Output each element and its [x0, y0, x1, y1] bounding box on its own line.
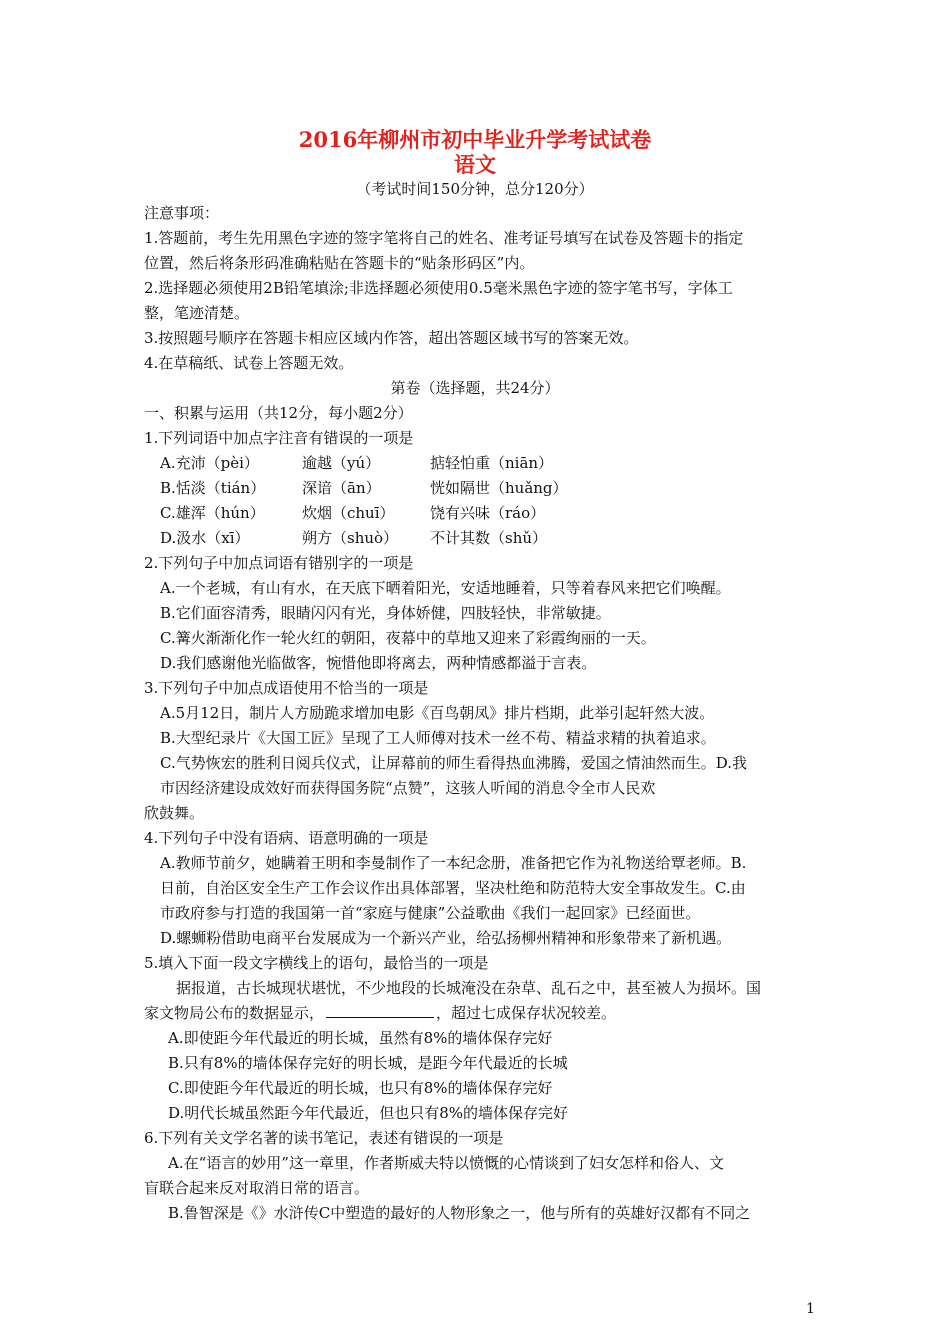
notice-line: 4.在草稿纸、试卷上答题无效。 — [144, 354, 354, 372]
notice-heading: 注意事项： — [144, 204, 220, 222]
page-number: 1 — [806, 1301, 815, 1317]
q1-option: A.充沛（pèi） — [160, 454, 259, 472]
q2-option: D.我们感谢他光临做客，惋惜他即将离去，两种情感都溢于言表。 — [160, 654, 597, 672]
q1-option: D.汲水（xī） — [160, 529, 250, 547]
question-2-stem: 2.下列句子中加点词语有错别字的一项是 — [144, 554, 414, 572]
exam-info: （考试时间150分钟，总分120分） — [356, 180, 594, 198]
q6-line: 盲联合起来反对取消日常的语言。 — [144, 1179, 370, 1197]
q1-option: 不计其数（shǔ） — [430, 529, 548, 547]
question-3-stem: 3.下列句子中加点成语使用不恰当的一项是 — [144, 679, 429, 697]
q5-passage: 据报道，古长城现状堪忧，不少地段的长城淹没在杂草、乱石之中，甚至被人为损坏。国 — [176, 979, 762, 997]
q1-option: 逾越（yú） — [302, 454, 381, 472]
exam-subject: 语文 — [454, 152, 496, 177]
q4-line: D.螺蛳粉借助电商平台发展成为一个新兴产业，给弘扬柳州精神和形象带来了新机遇。 — [160, 929, 732, 947]
notice-line: 2.选择题必须使用2B铅笔填涂;非选择题必须使用0.5毫米黑色字迹的签字笔书写，字体工 — [144, 279, 733, 297]
q6-line: B.鲁智深是《》水浒传C中塑造的最好的人物形象之一，他与所有的英雄好汉都有不同之 — [168, 1204, 751, 1222]
notice-line: 位置，然后将条形码准确粘贴在答题卡的“贴条形码区”内。 — [144, 254, 535, 272]
question-1-stem: 1.下列词语中加点字注音有错误的一项是 — [144, 429, 414, 447]
q5-passage — [144, 1003, 616, 1023]
q2-option: C.篝火渐渐化作一轮火红的朝阳，夜幕中的草地又迎来了彩霞绚丽的一天。 — [160, 629, 656, 647]
q4-line: 日前，自治区安全生产工作会议作出具体部署，坚决杜绝和防范特大安全事故发生。C.由 — [160, 879, 746, 897]
part-heading: 一、积累与运用（共12分，每小题2分） — [144, 404, 413, 422]
q3-line: B.大型纪录片《大国工匠》呈现了工人师傅对技术一丝不苟、精益求精的执着追求。 — [160, 729, 716, 747]
q3-line: 欣鼓舞。 — [144, 804, 205, 822]
fill-blank — [326, 1003, 434, 1018]
exam-title: 2016年柳州市初中毕业升学考试试卷 — [298, 127, 652, 152]
q2-option: A.一个老城，有山有水，在天底下晒着阳光，安适地睡着，只等着春风来把它们唤醒。 — [160, 579, 731, 597]
q5-option: A.即使距今年代最近的明长城，虽然有8%的墙体保存完好 — [168, 1029, 553, 1047]
section-title: 第卷（选择题，共24分） — [390, 379, 560, 397]
q3-line: 市因经济建设成效好而获得国务院“点赞”，这骇人听闻的消息令全市人民欢 — [160, 779, 656, 797]
q6-line: A.在“语言的妙用”这一章里，作者斯威夫特以愤慨的心情谈到了妇女怎样和俗人、文 — [168, 1154, 724, 1172]
q1-option: 炊烟（chuī） — [302, 504, 395, 522]
q5-option: B.只有8%的墙体保存完好的明长城，是距今年代最近的长城 — [168, 1054, 568, 1072]
q5-option: C.即使距今年代最近的明长城，也只有8%的墙体保存完好 — [168, 1079, 553, 1097]
question-6-stem: 6.下列有关文学名著的读书笔记，表述有错误的一项是 — [144, 1129, 504, 1147]
q4-line: A.教师节前夕，她瞒着王明和李曼制作了一本纪念册，准备把它作为礼物送给覃老师。B. — [160, 854, 747, 872]
question-5-stem: 5.填入下面一段文字横线上的语句，最恰当的一项是 — [144, 954, 489, 972]
q1-option: 饶有兴味（ráo） — [430, 504, 546, 522]
q1-option: 掂轻怕重（niān） — [430, 454, 554, 472]
q1-option: 恍如隔世（huǎng） — [430, 479, 568, 497]
q1-option: C.雄浑（hún） — [160, 504, 265, 522]
question-4-stem: 4.下列句子中没有语病、语意明确的一项是 — [144, 829, 429, 847]
notice-line: 1.答题前，考生先用黑色字迹的签字笔将自己的姓名、准考证号填写在试卷及答题卡的指定 — [144, 229, 744, 247]
notice-line: 3.按照题号顺序在答题卡相应区域内作答，超出答题区域书写的答案无效。 — [144, 329, 639, 347]
q5-passage-start: 家文物局公布的数据显示， — [144, 1004, 325, 1022]
q3-line: C.气势恢宏的胜利日阅兵仪式，让屏幕前的师生看得热血沸腾，爱国之情油然而生。D.我 — [160, 754, 747, 772]
q3-line: A.5月12日，制片人方励跪求增加电影《百鸟朝凤》排片档期，此举引起轩然大波。 — [160, 704, 715, 722]
q1-option: 朔方（shuò） — [302, 529, 399, 547]
q2-option: B.它们面容清秀，眼睛闪闪有光，身体娇健，四肢轻快，非常敏捷。 — [160, 604, 611, 622]
q5-option: D.明代长城虽然距今年代最近，但也只有8%的墙体保存完好 — [168, 1104, 569, 1122]
notice-line: 整，笔迹清楚。 — [144, 304, 250, 322]
q5-passage-end: ，超过七成保存状况较差。 — [436, 1004, 617, 1022]
q1-option: B.恬淡（tián） — [160, 479, 266, 497]
q4-line: 市政府参与打造的我国第一首“家庭与健康”公益歌曲《我们一起回家》已经面世。 — [160, 904, 701, 922]
q1-option: 深谙（ān） — [302, 479, 381, 497]
